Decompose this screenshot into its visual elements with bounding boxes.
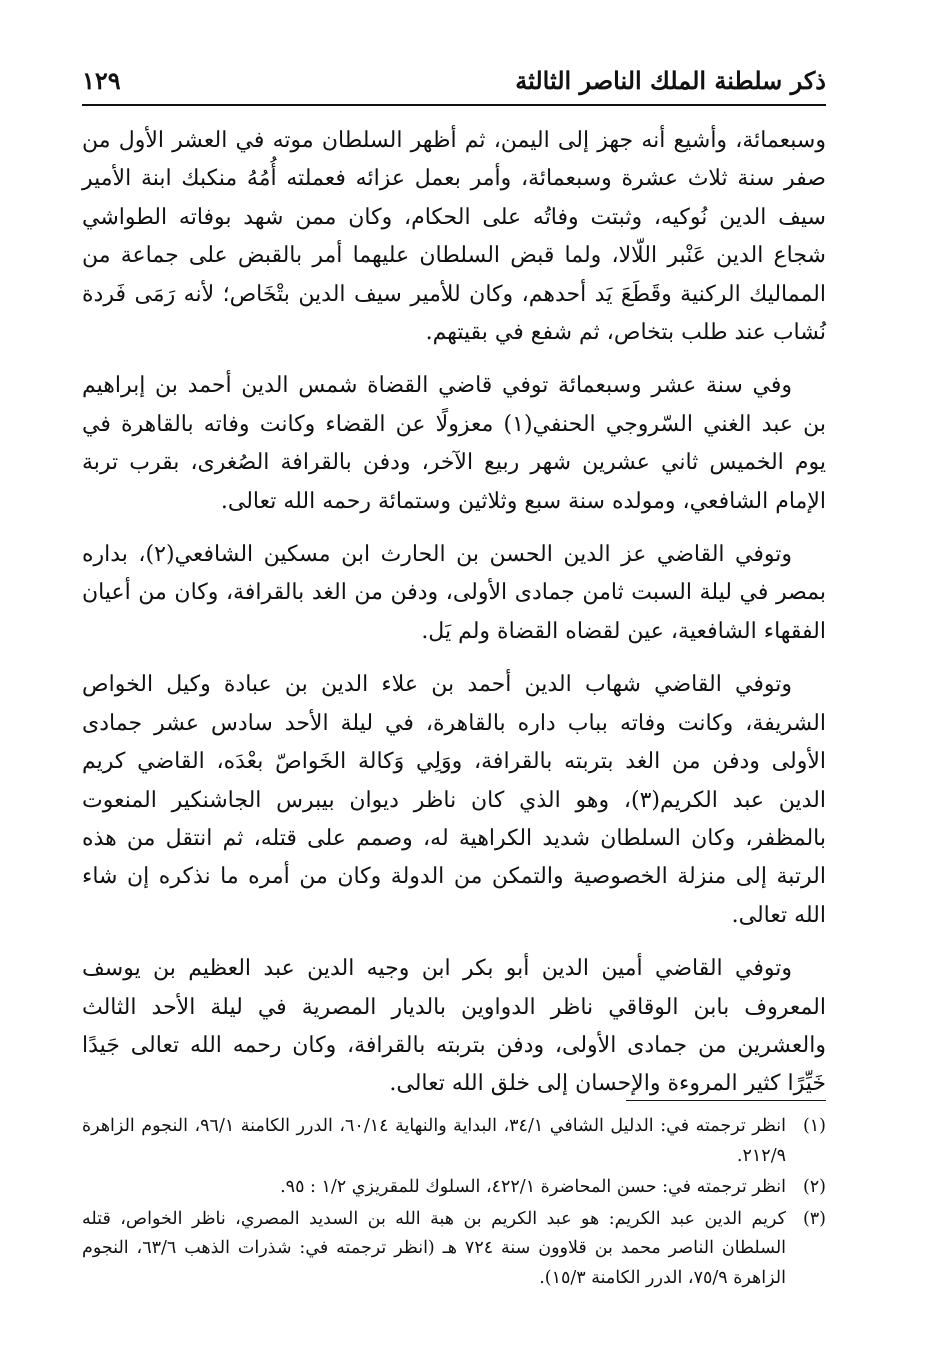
footnote-number: (١)	[802, 1116, 826, 1136]
footnote-number: (٣)	[802, 1208, 826, 1229]
footnote-divider	[626, 1100, 826, 1101]
footnote-number: (٢)	[802, 1177, 826, 1197]
paragraph-3: وتوفي القاضي عز الدين الحسن بن الحارث ابن مسكين الشافعي(٢)، بداره بمصر في ليلة السبت ثامن جمادى الأولى، ودفن من الغد بالقرافة، وكان من أعيان الفقهاء الشافعية، عين لقضاه القضاة ولم يَل.	[82, 542, 826, 644]
running-title: ذكر سلطنة الملك الناصر الثالثة	[515, 66, 826, 95]
footnote-1	[82, 1112, 826, 1171]
footnote-text: انظر ترجمته في: حسن المحاضرة ٤٢٢/١، السلوك للمقريزي ١/٢ : ٩٥.	[280, 1177, 786, 1197]
footnote-text: كريم الدين عبد الكريم: هو عبد الكريم بن هبة الله بن السديد المصري، ناظر الخواص، قتله السلطان الناصر محمد بن قلاوون سنة ٧٢٤ هـ (انظر ترجمته في: شذرات الذهب ٦٣/٦، النجوم الزاهرة ٧٥/٩، الدرر الكامنة ١٥/٣).	[82, 1208, 787, 1288]
footnotes	[82, 1112, 826, 1295]
paragraph-4: وتوفي القاضي شهاب الدين أحمد بن علاء الدين بن عبادة وكيل الخواص الشريفة، وكانت وفاته بباب داره بالقاهرة، في ليلة الأحد سادس عشر جمادى الأولى ودفن من الغد بتربته بالقرافة، ووَلِي وَكالة الخَواصّ بعْدَه، القاضي كريم الدين عبد الكريم(٣)، وهو الذي كان ناظر ديوان بيبرس الجاشنكير المنعوت بالمظفر، وكان السلطان شديد الكراهية له، وصمم على قتله، ثم انتقل من هذه الرتبة إلى منزلة الخصوصية والتمكن من الدولة وكان من أمره ما نذكره إن شاء الله تعالى.	[82, 672, 826, 928]
footnote-3	[82, 1205, 826, 1294]
paragraph-1: وسبعمائة، وأشيع أنه جهز إلى اليمن، ثم أظهر السلطان موته في العشر الأول من صفر سنة ثلاث عشرة وسبعمائة، وأمر بعمل عزائه فعملته أُمُهُ منكبك ابنة الأمير سيف الدين نُوكيه، وثبتت وفاتُه على الحكام، وكان ممن شهد بوفاته الطواشي شجاع الدين عَنْبر اللّالا، ولما قبض السلطان عليهما أمر بالقبض على جماعة من المماليك الركنية وقَطَعَ يَد أحدهم، وكان للأمير سيف الدين بتْخَاص؛ لأنه رَمَى فَردة نُشاب عند طلب بتخاص، ثم شفع في بقيتهم.	[82, 128, 826, 346]
page-number: ١٢٩	[82, 66, 121, 95]
footnote-text: انظر ترجمته في: الدليل الشافي ٣٤/١، البداية والنهاية ٦٠/١٤، الدرر الكامنة ٩٦/١، النجوم الزاهرة ٢١٢/٩.	[82, 1116, 786, 1166]
paragraph-5: وتوفي القاضي أمين الدين أبو بكر ابن وجيه الدين عبد العظيم بن يوسف المعروف بابن الوقاقي ناظر الدواوين بالديار المصرية في ليلة الأحد الثالث والعشرين من جمادى الأولى، ودفن بتربته بالقرافة، وكان رحمه الله تعالى جَيدًا خَيِّرًا كثير المروءة والإحسان إلى خلق الله تعالى.	[82, 956, 826, 1097]
page-header	[82, 60, 826, 106]
footnote-2	[82, 1173, 826, 1203]
paragraph-2: وفي سنة عشر وسبعمائة توفي قاضي القضاة شمس الدين أحمد بن إبراهيم بن عبد الغني السّروجي الحنفي(١) معزولًا عن القضاء وكانت وفاته بالقاهرة في يوم الخميس ثاني عشرين شهر ربيع الآخر، ودفن بالقرافة الصُغرى، بقرب تربة الإمام الشافعي، ومولده سنة سبع وثلاثين وستمائة رحمه الله تعالى.	[82, 373, 826, 514]
main-text	[82, 122, 826, 1119]
